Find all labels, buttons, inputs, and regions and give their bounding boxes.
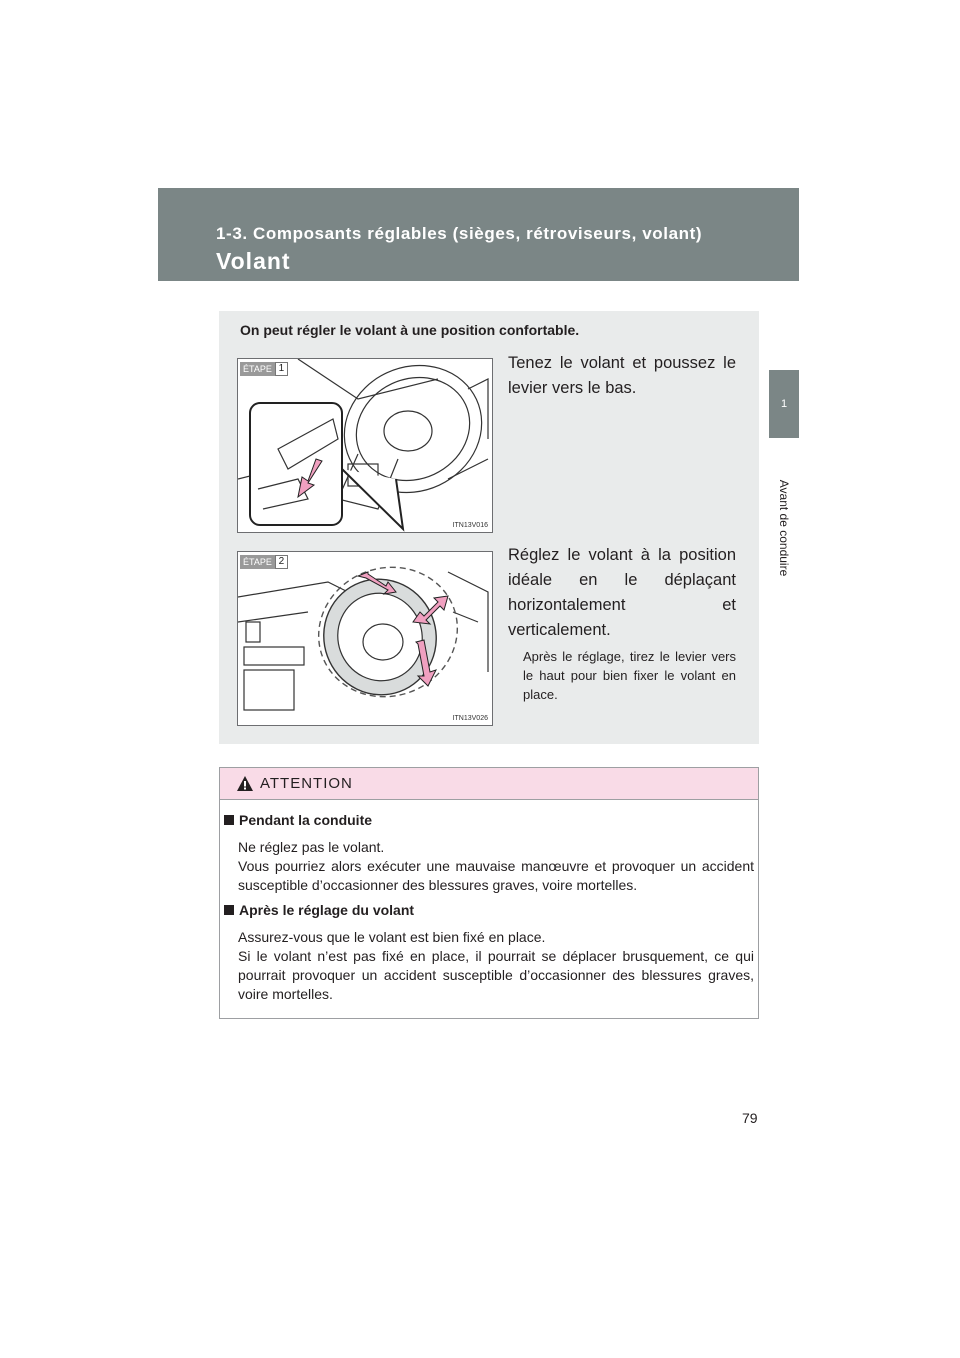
section-title: 1-3. Composants réglables (sièges, rétroviseurs, volant) <box>216 224 703 243</box>
warning-section-heading: Pendant la conduite <box>224 812 372 828</box>
figure-code: ITN13V016 <box>452 522 488 529</box>
page-number: 79 <box>742 1110 758 1126</box>
step-badge: ÉTAPE 2 <box>240 555 288 569</box>
chapter-header <box>158 188 799 281</box>
step-2-note: Après le réglage, tirez le levier vers le haut pour bien fixer le volant en place. <box>523 649 736 702</box>
warning-header <box>220 768 758 800</box>
steering-adjust-illustration <box>238 552 493 726</box>
warning-title: ATTENTION <box>260 775 353 792</box>
step-2-text: Réglez le volant à la position idéale en le déplaçant horizontalement et verticalement. <box>508 546 736 639</box>
page-title: Volant <box>216 248 291 274</box>
chapter-tab[interactable]: 1 <box>769 370 799 438</box>
steering-lever-illustration <box>238 359 493 533</box>
warning-triangle-icon <box>236 775 254 792</box>
intro-text: On peut régler le volant à une position confortable. <box>240 322 580 338</box>
figure-code: ITN13V026 <box>452 715 488 722</box>
figure-step-2 <box>237 551 493 726</box>
figure-step-1 <box>237 358 493 533</box>
warning-box <box>219 767 759 1019</box>
instruction-panel <box>219 311 759 744</box>
warning-section-body: Assurez-vous que le volant est bien fixé en place. Si le volant n’est pas fixé en place, il pourrait se déplacer brusquement, ce qui pourrait provoquer un accident susceptible d’occasionner des blessures graves, voire mortelles. <box>238 929 754 1002</box>
step-badge: ÉTAPE 1 <box>240 362 288 376</box>
chapter-tab-label: Avant de conduire <box>777 479 791 576</box>
step-1-text: Tenez le volant et poussez le levier vers le bas. <box>508 354 736 397</box>
warning-section-body: Ne réglez pas le volant. Vous pourriez alors exécuter une mauvaise manœuvre et provoquer un accident susceptible d’occasionner des blessures graves, voire mortelles. <box>238 839 754 893</box>
warning-section-heading: Après le réglage du volant <box>224 902 414 918</box>
